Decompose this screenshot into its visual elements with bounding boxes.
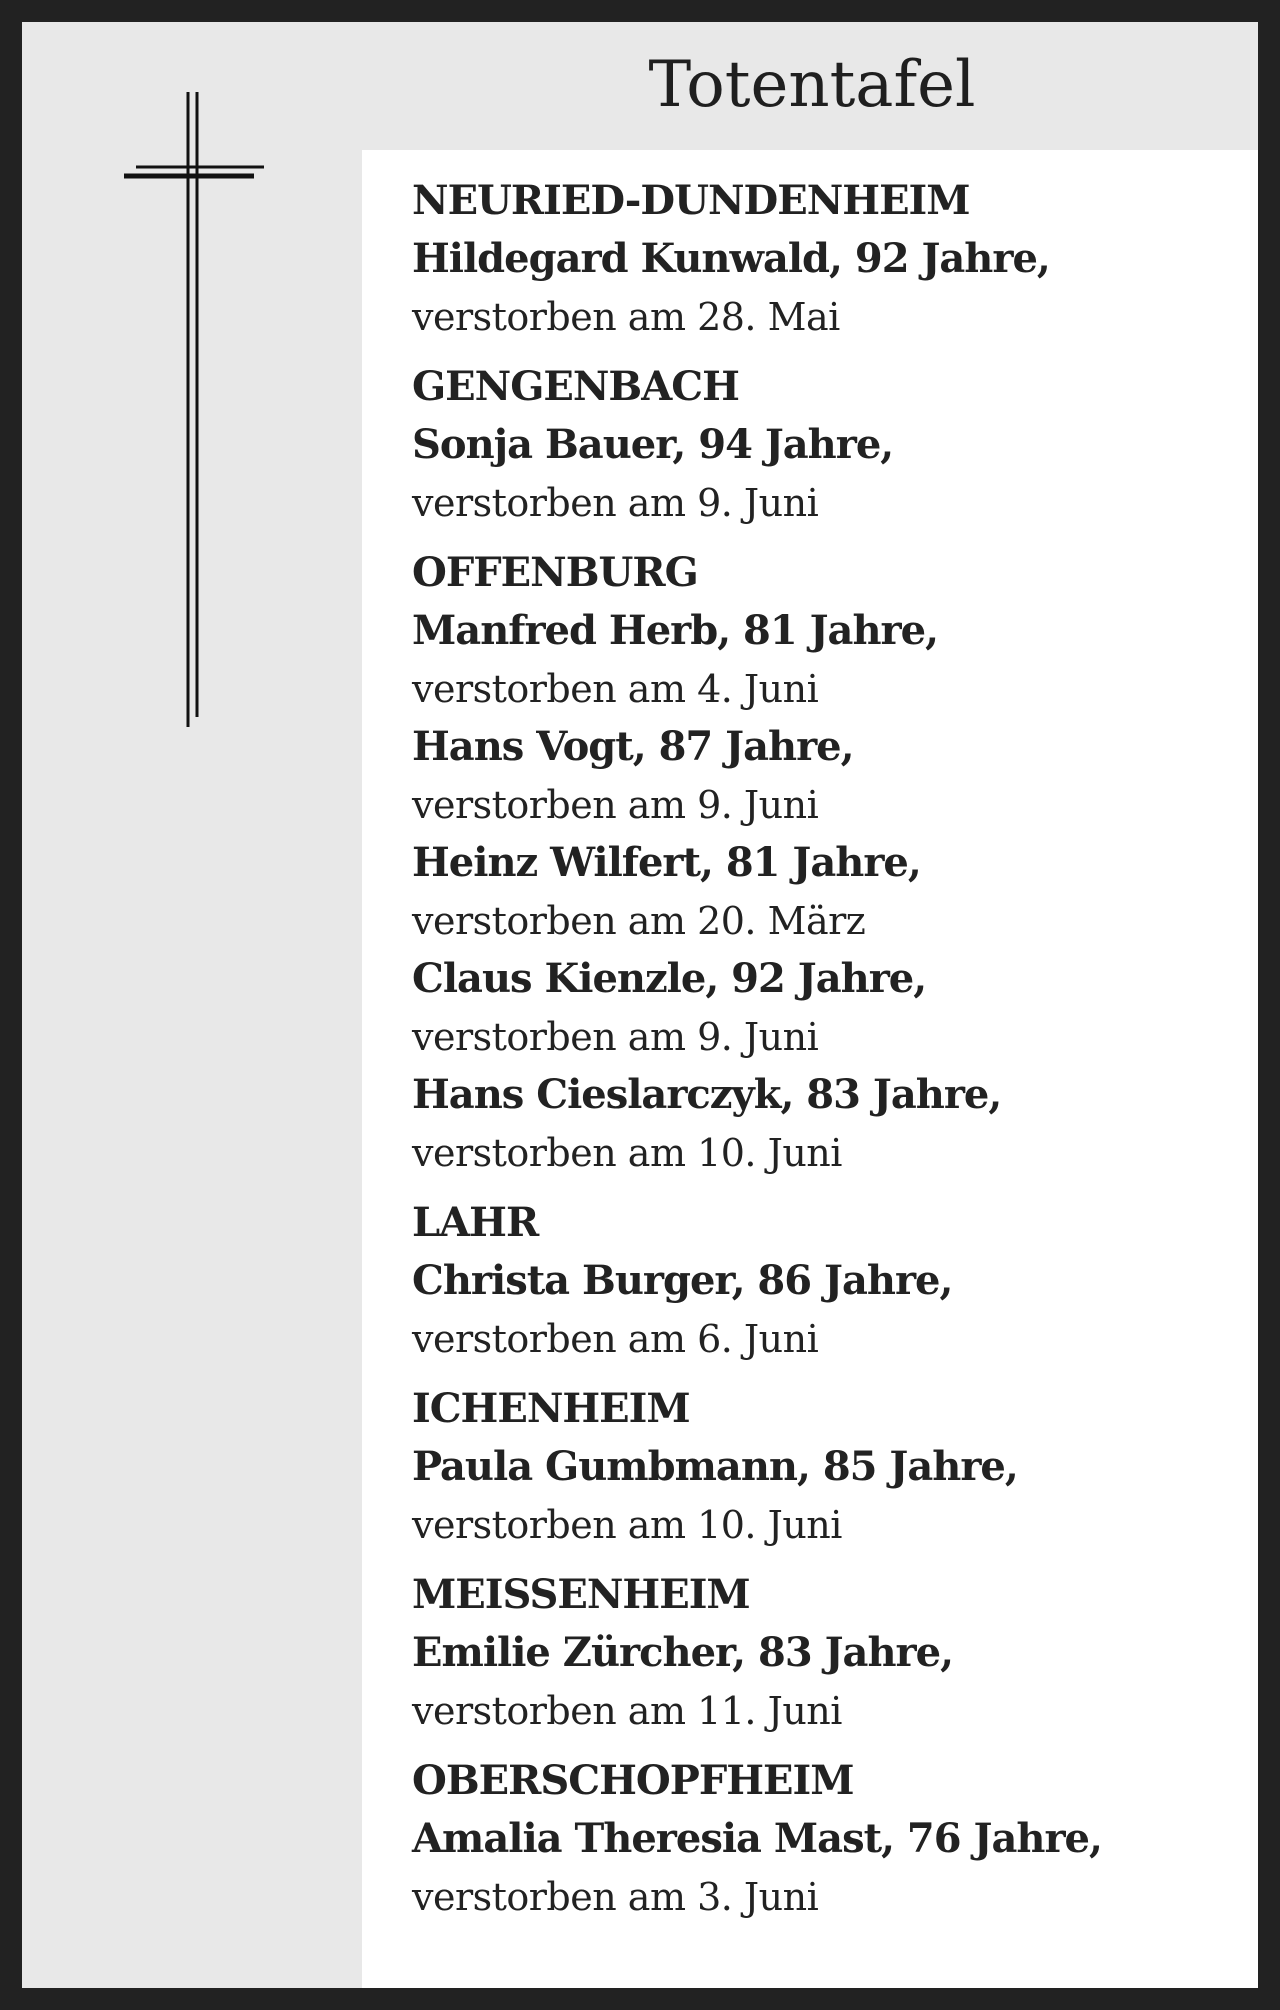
obituary-group xyxy=(412,544,1252,1182)
obituary-entry xyxy=(412,1252,1252,1368)
deceased-name: Amalia Theresia Mast, 76 Jahre, xyxy=(412,1815,1102,1862)
obituary-entry xyxy=(412,230,1252,346)
obituary-entry xyxy=(412,416,1252,532)
obituary-group xyxy=(412,358,1252,532)
obituary-entry xyxy=(412,1066,1252,1182)
deceased-name: Paula Gumbmann, 85 Jahre, xyxy=(412,1443,1018,1490)
deceased-name: Heinz Wilfert, 81 Jahre, xyxy=(412,839,921,886)
death-date: verstorben am 9. Juni xyxy=(412,1015,819,1059)
obituary-entry xyxy=(412,1624,1252,1740)
death-date: verstorben am 3. Juni xyxy=(412,1875,819,1919)
death-date: verstorben am 9. Juni xyxy=(412,481,819,525)
place-heading: GENGENBACH xyxy=(412,363,739,410)
page-title: Totentafel xyxy=(648,48,976,122)
deceased-name: Claus Kienzle, 92 Jahre, xyxy=(412,955,927,1002)
death-date: verstorben am 6. Juni xyxy=(412,1317,819,1361)
deceased-name: Emilie Zürcher, 83 Jahre, xyxy=(412,1629,953,1676)
death-date: verstorben am 9. Juni xyxy=(412,783,819,827)
obituary-entry xyxy=(412,834,1252,950)
deceased-name: Hildegard Kunwald, 92 Jahre, xyxy=(412,235,1050,282)
place-heading: OFFENBURG xyxy=(412,549,698,596)
obituary-group xyxy=(412,1380,1252,1554)
obituary-entry xyxy=(412,1438,1252,1554)
deceased-name: Manfred Herb, 81 Jahre, xyxy=(412,607,939,654)
obituary-entry xyxy=(412,718,1252,834)
obituary-entry xyxy=(412,950,1252,1066)
obituary-group xyxy=(412,1194,1252,1368)
obituary-group xyxy=(412,1752,1252,1926)
deceased-name: Christa Burger, 86 Jahre, xyxy=(412,1257,953,1304)
death-date: verstorben am 10. Juni xyxy=(412,1131,842,1175)
place-heading: OBERSCHOPFHEIM xyxy=(412,1757,854,1804)
death-date: verstorben am 28. Mai xyxy=(412,295,840,339)
deceased-name: Hans Vogt, 87 Jahre, xyxy=(412,723,854,770)
place-heading: ICHENHEIM xyxy=(412,1385,690,1432)
death-date: verstorben am 11. Juni xyxy=(412,1689,842,1733)
deceased-name: Hans Cieslarczyk, 83 Jahre, xyxy=(412,1071,1002,1118)
obituary-group xyxy=(412,172,1252,346)
obituary-panel xyxy=(362,150,1258,1988)
obituary-group xyxy=(412,1566,1252,1740)
death-date: verstorben am 20. März xyxy=(412,899,866,943)
deceased-name: Sonja Bauer, 94 Jahre, xyxy=(412,421,894,468)
obituary-entry xyxy=(412,602,1252,718)
place-heading: LAHR xyxy=(412,1199,539,1246)
cross-icon xyxy=(122,92,272,732)
place-heading: MEISSENHEIM xyxy=(412,1571,750,1618)
place-heading: NEURIED-DUNDENHEIM xyxy=(412,177,970,224)
obituary-list xyxy=(412,172,1252,1938)
death-date: verstorben am 10. Juni xyxy=(412,1503,842,1547)
obituary-entry xyxy=(412,1810,1252,1926)
death-date: verstorben am 4. Juni xyxy=(412,667,819,711)
